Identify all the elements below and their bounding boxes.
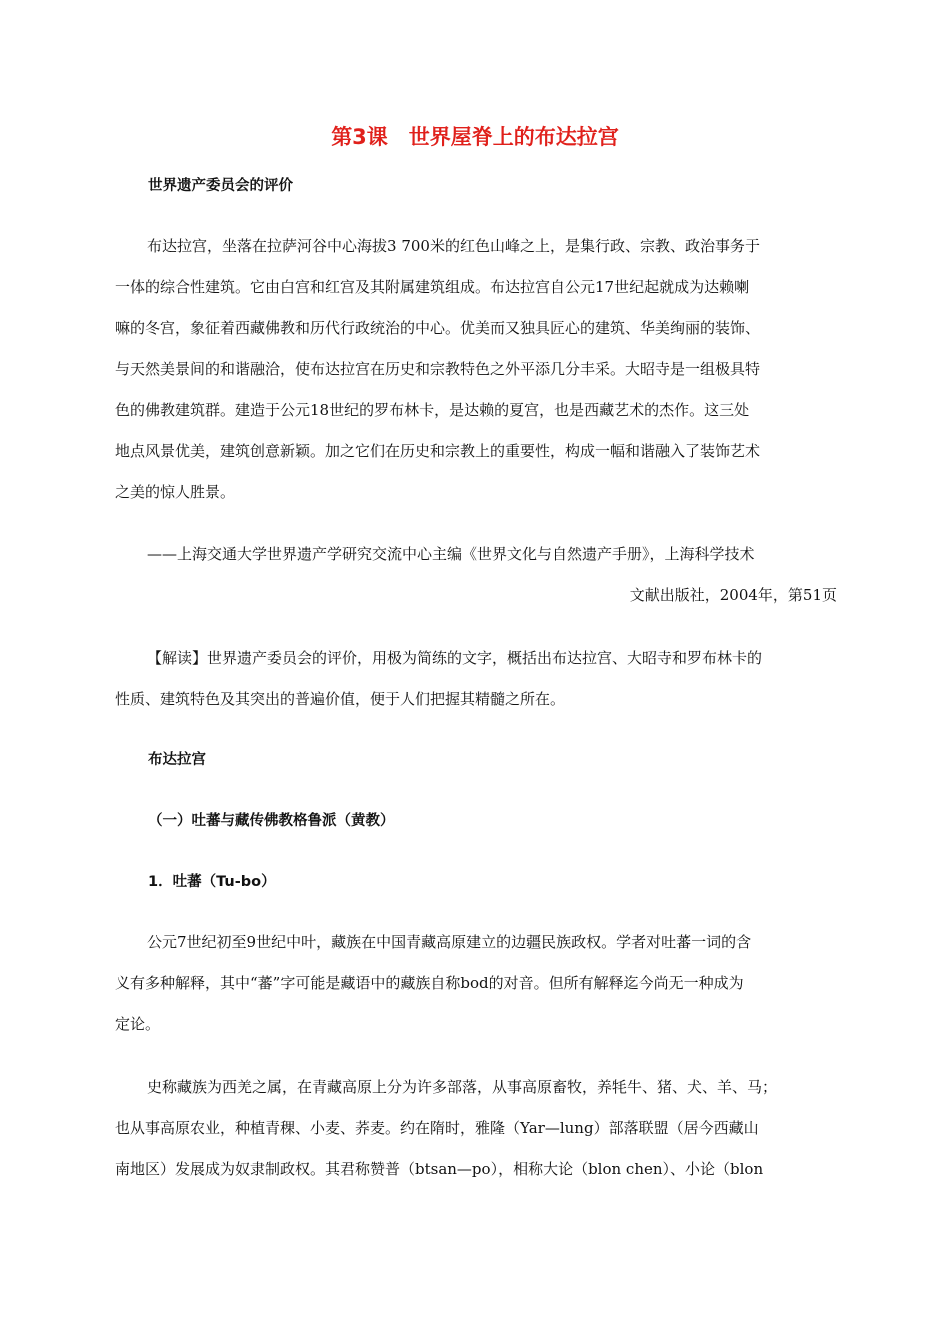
page-title: 第3课 世界屋脊上的布达拉宫 — [331, 125, 619, 149]
paragraph-line: 【解读】世界遗产委员会的评价，用极为简练的文字，概括出布达拉宫、大昭寺和罗布林卡的 — [147, 649, 763, 667]
paragraph-line: 史称藏族为西羌之属，在青藏高原上分为许多部落，从事高原畜牧，养牦牛、猪、犬、羊、马； — [147, 1078, 778, 1096]
paragraph-line: 南地区）发展成为奴隶制政权。其君称赞普（btsan—po），相称大论（blon chen）、小论（blon — [115, 1160, 764, 1178]
subsection-heading-tubo-gelug: （一）吐蕃与藏传佛教格鲁派（黄教） — [148, 813, 395, 829]
paragraph-line: 色的佛教建筑群。建造于公元18世纪的罗布林卡，是达赖的夏宫，也是西藏艺术的杰作。这三处 — [115, 401, 750, 419]
paragraph-line: 一体的综合性建筑。它由白宫和红宫及其附属建筑组成。布达拉宫自公元17世纪起就成为达赖喇 — [115, 278, 750, 296]
paragraph-line: 布达拉宫，坐落在拉萨河谷中心海拔3 700米的红色山峰之上，是集行政、宗教、政治事务于 — [147, 237, 760, 255]
paragraph-line: 义有多种解释，其中“蕃”字可能是藏语中的藏族自称bod的对音。但所有解释迄今尚无一种成为 — [115, 974, 744, 992]
paragraph-line: 之美的惊人胜景。 — [115, 483, 236, 501]
paragraph-line: 也从事高原农业，种植青稞、小麦、荞麦。约在隋时，雅隆（Yar—lung）部落联盟（居今西藏山 — [115, 1119, 759, 1137]
section-heading-evaluation: 世界遗产委员会的评价 — [148, 178, 293, 194]
history-paragraph — [115, 1075, 837, 1198]
citation-line: 文献出版社，2004年，第51页 — [629, 586, 837, 604]
paragraph-line: 公元7世纪初至9世纪中叶，藏族在中国青藏高原建立的边疆民族政权。学者对吐蕃一词的含 — [147, 933, 752, 951]
paragraph-line: 嘛的冬宫，象征着西藏佛教和历代行政统治的中心。优美而又独具匠心的建筑、华美绚丽的装饰、 — [115, 319, 761, 337]
citation — [115, 542, 837, 624]
paragraph-line: 与天然美景间的和谐融洽，使布达拉宫在历史和宗教特色之外平添几分丰采。大昭寺是一组极具特 — [115, 360, 761, 378]
interpretation-paragraph — [115, 646, 837, 728]
section-heading-potala: 布达拉宫 — [148, 752, 206, 768]
paragraph-line: 性质、建筑特色及其突出的普遍价值，便于人们把握其精髓之所在。 — [115, 690, 566, 708]
tubo-paragraph — [115, 930, 837, 1053]
subsection-heading-tubo: 1．吐蕃（Tu-bo） — [148, 874, 276, 890]
evaluation-paragraph — [115, 234, 837, 521]
citation-line: ——上海交通大学世界遗产学研究交流中心主编《世界文化与自然遗产手册》，上海科学技术 — [147, 545, 755, 563]
paragraph-line: 地点风景优美，建筑创意新颖。加之它们在历史和宗教上的重要性，构成一幅和谐融入了装饰艺术 — [115, 442, 761, 460]
paragraph-line: 定论。 — [115, 1015, 161, 1033]
